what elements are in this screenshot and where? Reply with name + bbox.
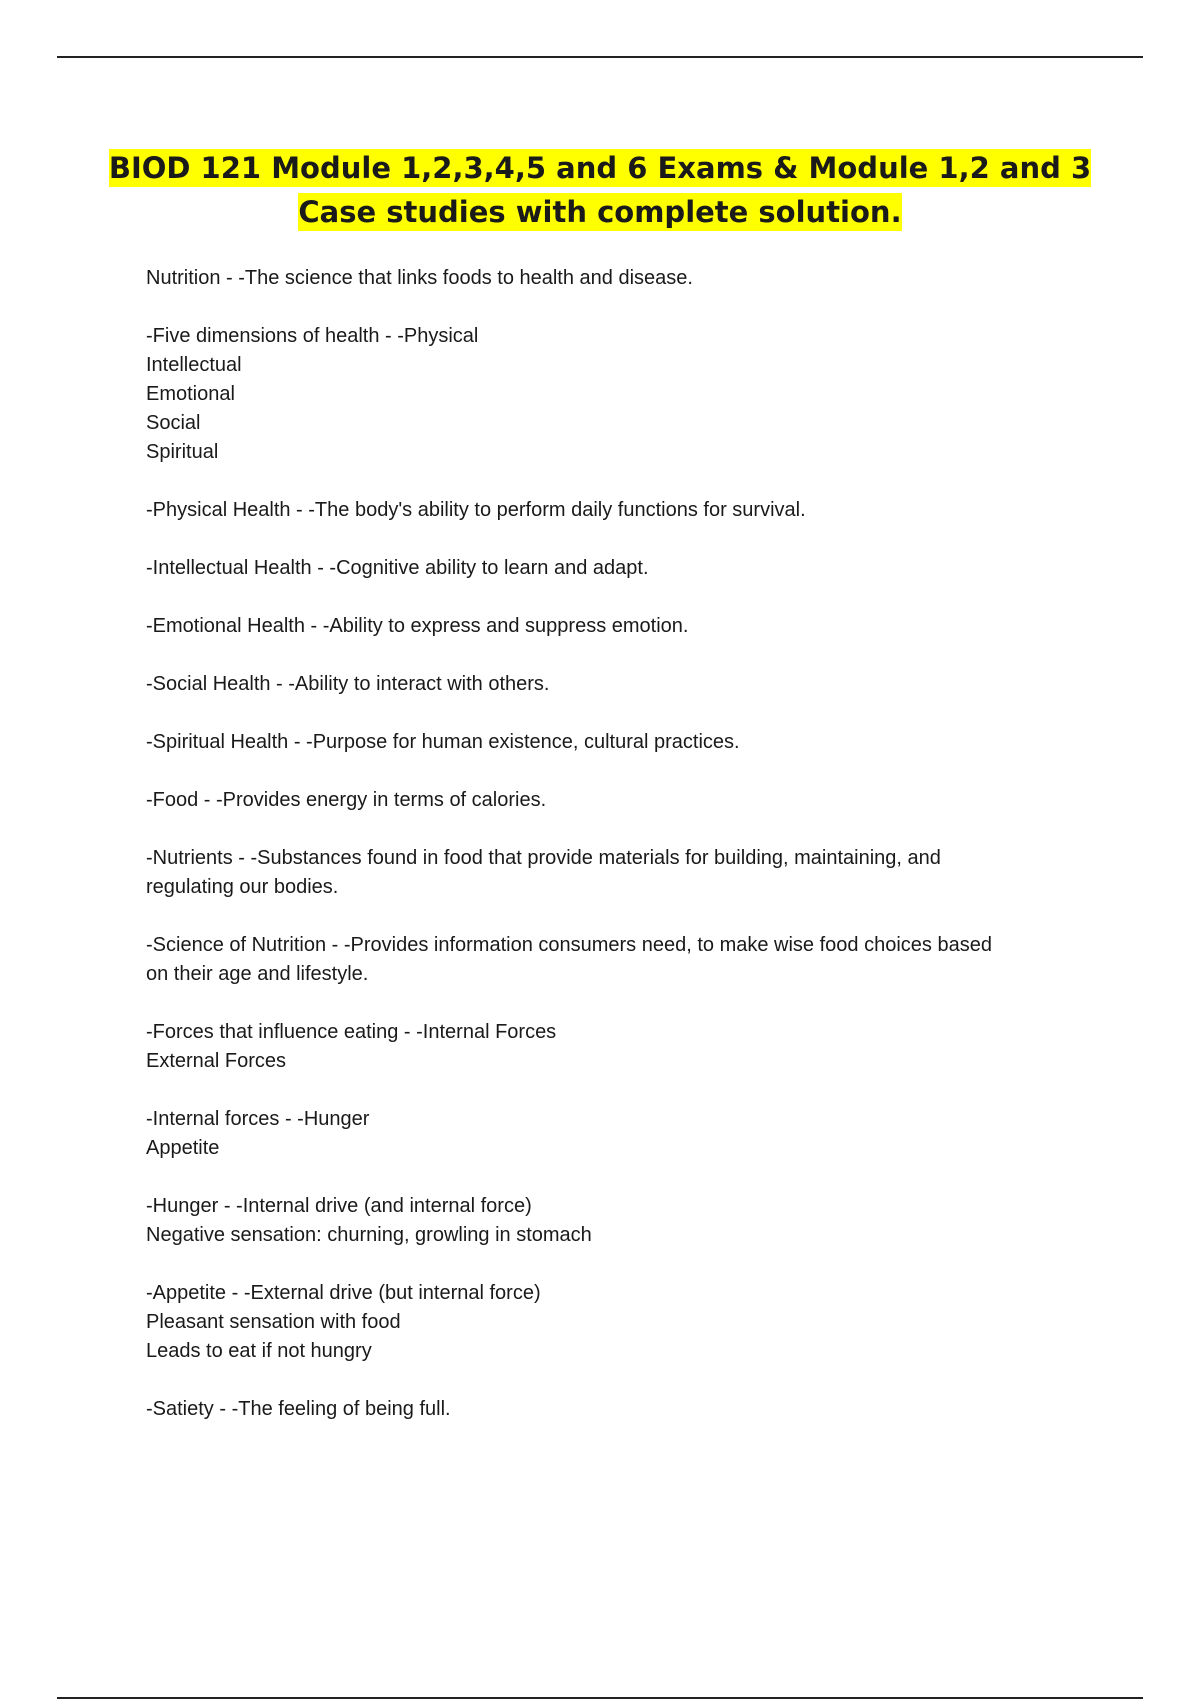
footer-rule [57, 1697, 1143, 1699]
entry-continuation-line: Negative sensation: churning, growling in stomach [146, 1224, 592, 1246]
title-line-2: Case studies with complete solution. [298, 195, 902, 229]
entry-continuation-line: Intellectual [146, 354, 242, 376]
title-line-1: BIOD 121 Module 1,2,3,4,5 and 6 Exams & Module 1,2 and 3 [108, 151, 1092, 185]
entry-continuation-line: Spiritual [146, 441, 219, 463]
entry-term-line: -Intellectual Health - -Cognitive ability to learn and adapt. [146, 557, 649, 579]
entry-term-line: -Science of Nutrition - -Provides information consumers need, to make wise food choices based [146, 934, 992, 956]
entry-term-line: -Hunger - -Internal drive (and internal force) [146, 1195, 532, 1217]
flashcard-entry [146, 1018, 1096, 1076]
flashcard-entry [146, 670, 1096, 699]
entry-term-line: Nutrition - -The science that links foods to health and disease. [146, 267, 693, 289]
entry-continuation-line: External Forces [146, 1050, 287, 1072]
flashcard-entry [146, 728, 1096, 757]
entry-term-line: -Forces that influence eating - -Internal Forces [146, 1021, 557, 1043]
flashcard-entry [146, 1192, 1096, 1250]
flashcard-entry [146, 264, 1096, 293]
flashcard-entry [146, 612, 1096, 641]
header-rule [57, 56, 1143, 58]
entry-continuation-line: Emotional [146, 383, 235, 405]
entry-continuation-line: Leads to eat if not hungry [146, 1340, 372, 1362]
entry-term-line: -Appetite - -External drive (but internal force) [146, 1282, 541, 1304]
flashcard-entry [146, 496, 1096, 525]
flashcard-entry [146, 931, 1096, 989]
flashcard-entry [146, 1105, 1096, 1163]
entry-continuation-line: Social [146, 412, 201, 434]
entry-term-line: -Satiety - -The feeling of being full. [146, 1398, 451, 1420]
entry-term-line: -Emotional Health - -Ability to express and suppress emotion. [146, 615, 689, 637]
entry-term-line: -Internal forces - -Hunger [146, 1108, 370, 1130]
entry-term-line: -Five dimensions of health - -Physical [146, 325, 479, 347]
entry-continuation-line: on their age and lifestyle. [146, 963, 369, 985]
entry-term-line: -Social Health - -Ability to interact with others. [146, 673, 550, 695]
document-title [100, 146, 1100, 234]
entry-continuation-line: Appetite [146, 1137, 220, 1159]
flashcard-entry [146, 844, 1096, 902]
flashcard-entry [146, 322, 1096, 467]
entry-continuation-line: Pleasant sensation with food [146, 1311, 401, 1333]
document-body [146, 264, 1096, 1453]
flashcard-entry [146, 1279, 1096, 1366]
flashcard-entry [146, 1395, 1096, 1424]
flashcard-entry [146, 786, 1096, 815]
entry-term-line: -Food - -Provides energy in terms of calories. [146, 789, 547, 811]
entry-term-line: -Nutrients - -Substances found in food that provide materials for building, maintaining, and [146, 847, 941, 869]
entry-continuation-line: regulating our bodies. [146, 876, 339, 898]
flashcard-entry [146, 554, 1096, 583]
entry-term-line: -Physical Health - -The body's ability to perform daily functions for survival. [146, 499, 806, 521]
entry-term-line: -Spiritual Health - -Purpose for human existence, cultural practices. [146, 731, 740, 753]
